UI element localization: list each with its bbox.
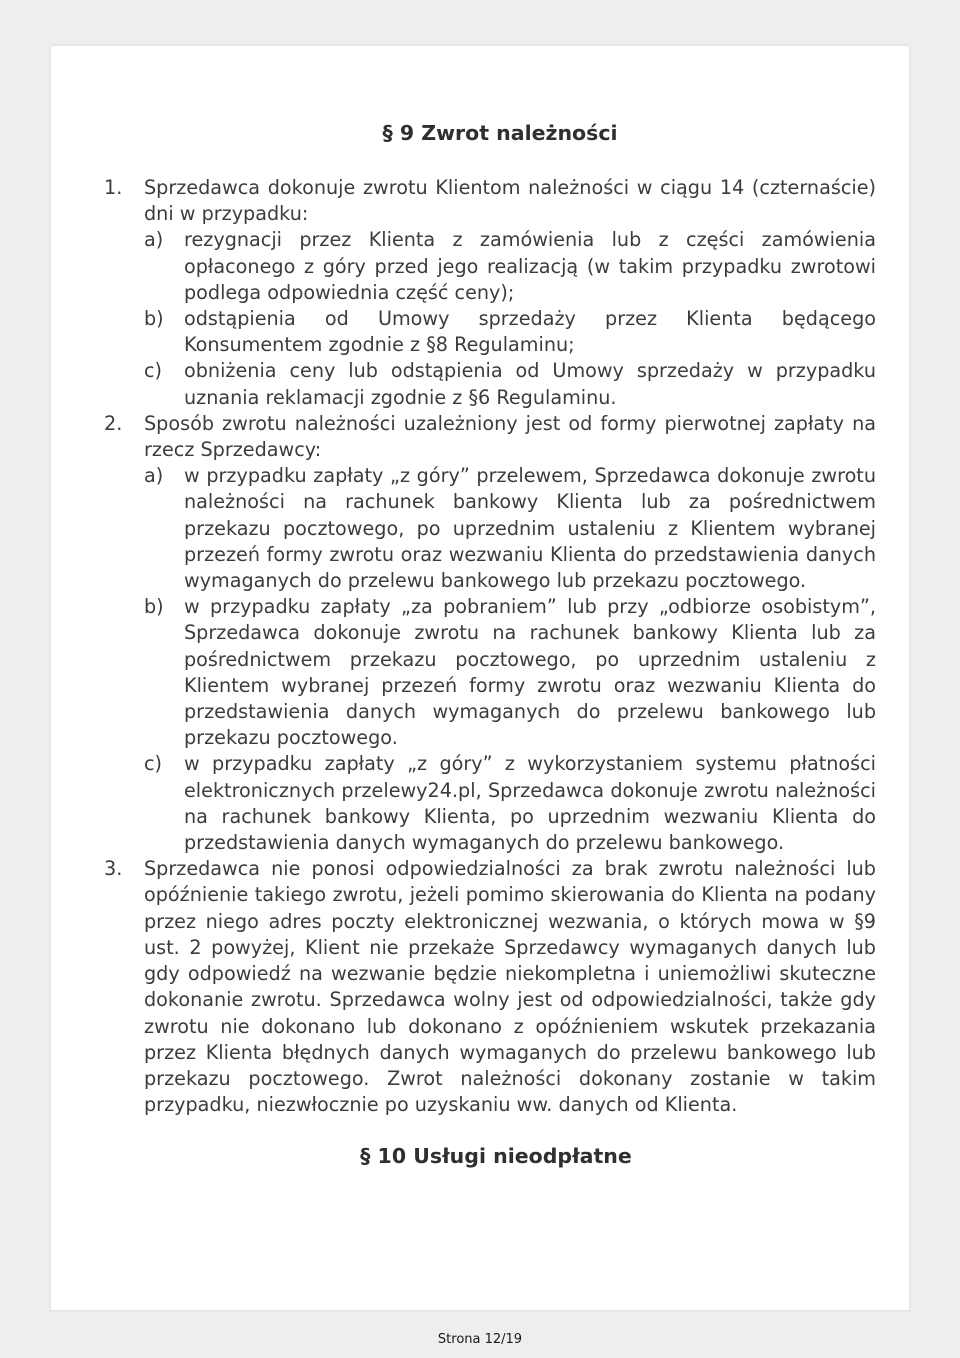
paragraph-3	[104, 856, 876, 1118]
list-item-c	[144, 358, 876, 410]
paragraph-body	[144, 175, 876, 411]
paragraph-intro: Sposób zwrotu należności uzależniony jest od formy pierwotnej zapłaty na rzecz Sprzedawcy:	[144, 411, 876, 462]
paragraph-number: 3.	[104, 857, 123, 881]
list-item-text: w przypadku zapłaty „z góry” z wykorzystaniem systemu płatności elektronicznych przelewy24.pl, Sprzedawca dokonuje zwrotu należności na rachunek bankowy Klienta, po uprzednim wezwaniu Klienta do przedstawienia danych wymaganych do przelewu bankowego.	[184, 752, 876, 855]
document-page	[51, 46, 909, 1310]
paragraph-body	[144, 411, 876, 856]
list-item-label: c)	[144, 359, 163, 383]
list-item-c	[144, 751, 876, 856]
section-10-heading: § 10 Usługi nieodpłatne	[360, 1144, 632, 1169]
paragraph-number: 1.	[104, 176, 123, 199]
list-item-b	[144, 306, 876, 358]
paragraph-number: 2.	[104, 411, 123, 435]
list-item-label: a)	[144, 228, 164, 252]
list-item-text: obniżenia ceny lub odstąpienia od Umowy sprzedaży w przypadku uznania reklamacji zgodnie z §6 Regulaminu.	[184, 359, 876, 409]
list-item-text: rezygnacji przez Klienta z zamówienia lub z części zamówienia opłaconego z góry przed jego realizacją (w takim przypadku zwrotowi podlega odpowiednia część ceny);	[184, 228, 876, 304]
list-item-label: b)	[144, 307, 164, 331]
list-item-b	[144, 594, 876, 751]
list-item-text: w przypadku zapłaty „z góry” przelewem, Sprzedawca dokonuje zwrotu należności na rachunek bankowy Klienta lub za pośrednictwem przekazu pocztowego, po uprzednim ustaleniu z Klientem wybranej przezeń formy zwrotu oraz wezwaniu Klienta do przedstawienia danych wymaganych do przelewu bankowego lub przekazu pocztowego.	[184, 464, 876, 593]
paragraph-intro: Sprzedawca dokonuje zwrotu Klientom należności w ciągu 14 (czternaście) dni w przypadku:	[144, 176, 876, 226]
paragraph-text: Sprzedawca nie ponosi odpowiedzialności za brak zwrotu należności lub opóźnienie takiego zwrotu, jeżeli pomimo skierowania do Klienta na podany przez niego adres poczty elektronicznej wezwania, o których mowa w §9 ust. 2 powyżej, Klient nie przekaże Sprzedawcy wymaganych danych lub gdy odpowiedź na wezwanie będzie niekompletna i uniemożliwi skuteczne dokonanie zwrotu. Sprzedawca wolny jest od odpowiedzialności, także gdy zwrotu nie dokonano lub dokonano z opóźnieniem wskutek przekazania przez Klienta błędnych danych wymaganych do przelewu bankowego lub przekazu pocztowego. Zwrot należności dokonany zostanie w takim przypadku, niezwłocznie po uzyskaniu ww. danych od Klienta.	[144, 857, 876, 1117]
list-item-a	[144, 463, 876, 594]
list-item-label: a)	[144, 464, 164, 488]
paragraph-2	[104, 411, 876, 856]
list-item-label: b)	[144, 595, 164, 619]
list-item-text: w przypadku zapłaty „za pobraniem” lub przy „odbiorze osobistym”, Sprzedawca dokonuje zwrotu na rachunek bankowy Klienta lub za pośrednictwem przekazu pocztowego, po uprzednim ustaleniu z Klientem wybranej przezeń formy zwrotu oraz wezwaniu Klienta do przedstawienia danych wymaganych do przelewu bankowego lub przekazu pocztowego.	[184, 595, 876, 750]
section-9-heading: § 9 Zwrot należności	[382, 121, 618, 145]
page-content	[104, 120, 876, 1169]
list-item-a	[144, 227, 876, 306]
list-item-text: odstąpienia od Umowy sprzedaży przez Klienta będącego Konsumentem zgodnie z §8 Regulaminu;	[184, 307, 876, 357]
paragraph-1	[104, 175, 876, 411]
page-number: Strona 12/19	[437, 1332, 523, 1347]
list-item-label: c)	[144, 752, 163, 776]
